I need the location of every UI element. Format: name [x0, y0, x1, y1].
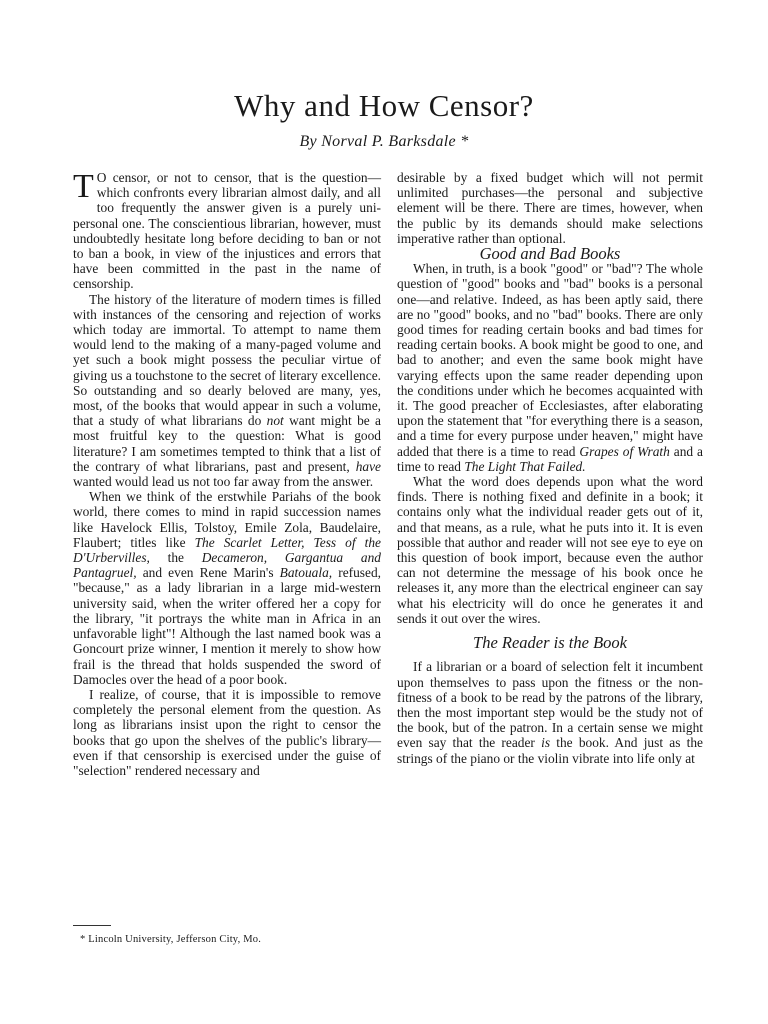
paragraph-text: the — [149, 550, 202, 566]
paragraph-history — [73, 292, 381, 490]
book-title-text: Decameron, Gargantua and Pantagruel, — [73, 550, 381, 581]
book-title-text: Batouala, — [279, 565, 333, 581]
paragraph-text: When, in truth, is a book "good" or "bad"? The whole question of "good" books and "bad" books is a personal one—and relative. Indeed, as has been aptly said, there are no "good" books, and no "bad" books. There are only good times for reading certain books and bad times for reading certain books. A book might be good to one, and bad to another; and even the same book might have varying effects upon the same reader depending upon the conditions under which he becomes acquainted with it. The good preacher of Ecclesiastes, after elaborating upon the statement that "for everything there is a season, and a time for every purpose under heaven," might have added that there is a time to read — [397, 261, 703, 459]
paragraph-pariahs — [73, 489, 381, 687]
paragraph-text: and a time to read — [397, 443, 703, 474]
emphasis-text: have — [355, 458, 381, 474]
paragraph-text: If a librarian or a board of selection felt it incumbent upon themselves to pass upon the fitness or the non-fitness of a book to be read by the patrons of the library, then the most important step would be the study not of the book, but of the patron. In a certain sense we might even say that the reader — [397, 659, 703, 751]
left-column — [73, 170, 381, 778]
paragraph-continued: desirable by a fixed budget which will not permit unlimited purchases—the personal and subjective element will be there. There are times, however, when the public by its demands should make selections imperative rather than optional. — [397, 170, 703, 246]
footnote: * Lincoln University, Jefferson City, Mo. — [80, 934, 262, 945]
book-title-text: Grapes of Wrath — [579, 443, 670, 459]
paragraph-intro — [73, 170, 381, 292]
paragraph-text: want might be a most fruitful key to the question: What is good literature? I am sometimes tempted to think that a list of the contrary of what librarians, past and present, — [73, 413, 381, 474]
paragraph-text: When we think of the erstwhile Pariahs of the book world, there comes to mind in rapid succession names like Havelock Ellis, Tolstoy, Emile Zola, Baudelaire, Flaubert; titles like — [73, 489, 381, 550]
book-title-text: The Light That Failed. — [464, 458, 586, 474]
paragraph-good-bad — [397, 261, 703, 474]
paragraph-reader — [397, 659, 703, 765]
emphasis-text: not — [266, 413, 284, 429]
section-heading-reader-is-book: The Reader is the Book — [473, 633, 627, 653]
paragraph-text: and even Rene Marin's — [136, 565, 280, 581]
book-title-text: The Scarlet Letter, Tess of the D'Urbervilles, — [73, 534, 381, 566]
paragraph-text: wanted would lead us not too far away from the answer. — [73, 474, 374, 490]
paragraph-text: The history of the literature of modern times is filled with instances of the censoring and rejection of works which today are immortal. To attempt to name them would lend to the making of a many-paged volume and yet such a book might possess the peculiar virtue of giving us a touchstone to the secret of literary excellence. So outstanding and so dearly beloved are many, yes, most, of the books that would appear in such a volume, that a study of what librarians do — [73, 291, 381, 429]
article-title: Why and How Censor? — [234, 88, 534, 123]
paragraph-text: refused, "because," as a lady librarian in a large mid-western university said, when the writer offered her a copy for the library, "it portrays the white man in Africa in an unfavorable light"! Although the last named book was a Goncourt prize winner, I mention it merely to show how frail is the thread that holds suspended the sword of Damocles over the head of a poor book. — [73, 565, 381, 687]
article-byline: By Norval P. Barksdale * — [299, 133, 469, 150]
right-column — [397, 170, 703, 766]
footnote-divider — [73, 925, 111, 926]
drop-cap: T — [73, 168, 94, 205]
paragraph-word: What the word does depends upon what the word finds. There is nothing fixed and definite in a book; it contains only what the individual reader gets out of it, and that means, as a rule, what he puts into it. It is even possible that author and reader will not see eye to eye on this question of book import, because even the author can not determine the message of his book once he releases it, any more than the electrical engineer can say what his electricity will do once he generates it and sends it out over the wires. — [397, 474, 703, 626]
paragraph-text: the book. And just as the strings of the piano or the violin vibrate into life only at — [397, 735, 703, 766]
paragraph-text: O censor, or not to censor, that is the question—which confronts every librarian almost daily, and all too frequently the answer given is a purely uni-personal one. The conscientious librarian, however, must undoubtedly hesitate long before deciding to ban or not to ban a book, in view of the injustices and errors that have been committed in the past in the name of censorship. — [73, 170, 381, 292]
emphasis-text: is — [541, 735, 551, 751]
section-heading-good-bad-books: Good and Bad Books — [479, 244, 621, 264]
paragraph-personal-element: I realize, of course, that it is impossible to remove completely the personal element from the question. As long as librarians insist upon the right to censor the books that go upon the shelves of the public's library—even if that censorship is exercised under the guise of "selection" rendered necessary and — [73, 686, 381, 778]
